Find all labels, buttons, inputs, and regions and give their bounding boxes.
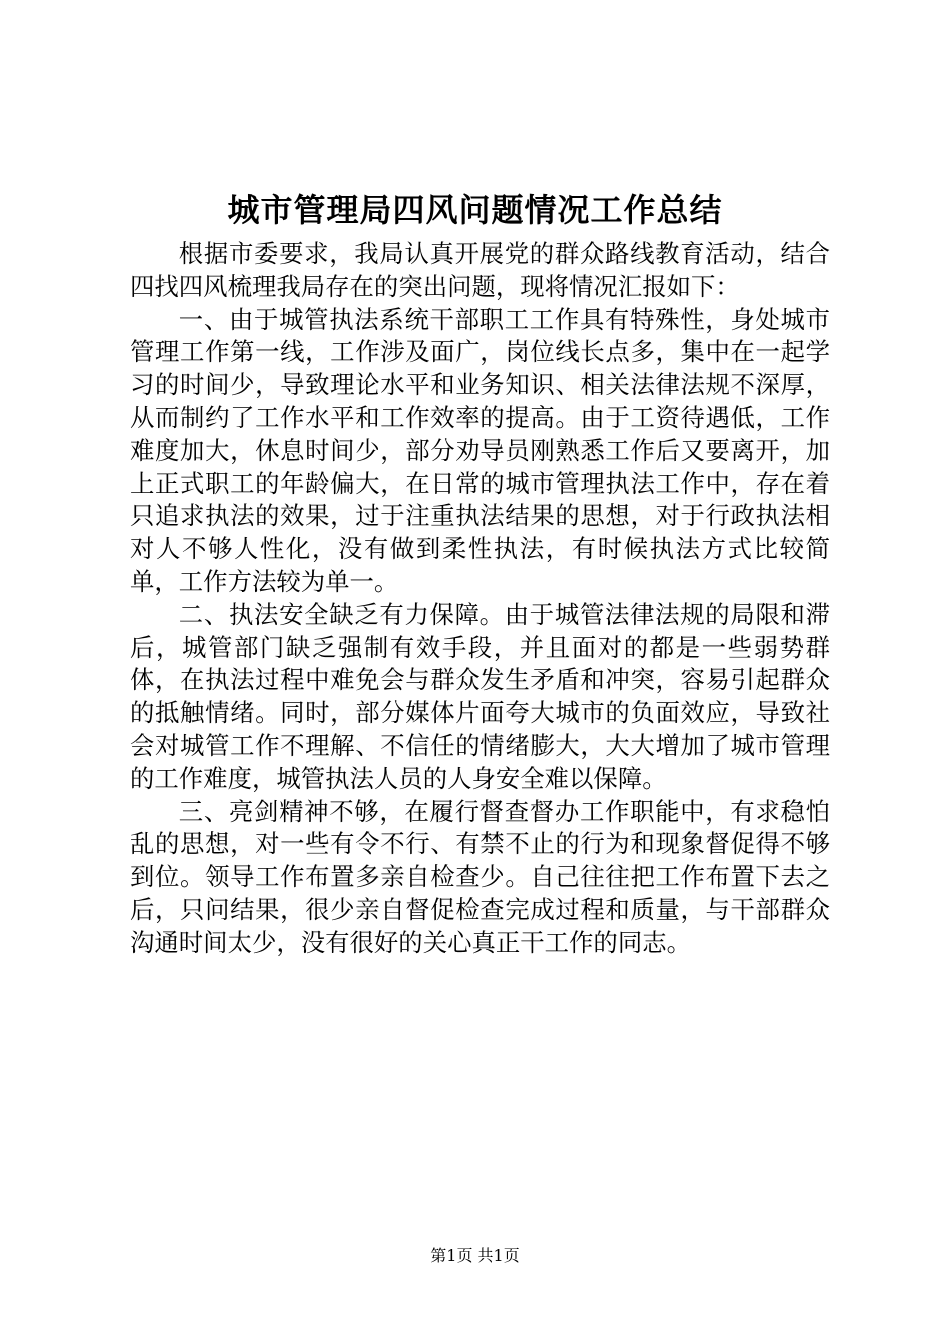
paragraph-issue-one: 一、由于城管执法系统干部职工工作具有特殊性，身处城市管理工作第一线，工作涉及面广，岗位线长点多，集中在一起学习的时间少，导致理论水平和业务知识、相关法律法规不深厚，从而制约了工作水平和工作效率的提高。由于工资待遇低，工作难度加大，休息时间少，部分劝导员刚熟悉工作后又要离开，加上正式职工的年龄偏大，在日常的城市管理执法工作中，存在着只追求执法的效果，过于注重执法结果的思想，对于行政执法相对人不够人性化，没有做到柔性执法，有时候执法方式比较简单，工作方法较为单一。 xyxy=(130,304,830,596)
paragraph-intro: 根据市委要求，我局认真开展党的群众路线教育活动，结合四找四风梳理我局存在的突出问题，现将情况汇报如下： xyxy=(130,239,830,301)
document-body xyxy=(130,238,830,960)
document-title: 城市管理局四风问题情况工作总结 xyxy=(227,191,723,229)
page-footer xyxy=(0,1244,950,1268)
paragraph-issue-two: 二、执法安全缺乏有力保障。由于城管法律法规的局限和滞后，城管部门缺乏强制有效手段，并且面对的都是一些弱势群体，在执法过程中难免会与群众发生矛盾和冲突，容易引起群众的抵触情绪。同时，部分媒体片面夸大城市的负面效应，导致社会对城管工作不理解、不信任的情绪膨大，大大增加了城市管理的工作难度，城管执法人员的人身安全难以保障。 xyxy=(130,599,830,793)
page-indicator: 第1页 共1页 xyxy=(430,1246,520,1265)
paragraph-issue-three: 三、亮剑精神不够，在履行督查督办工作职能中，有求稳怕乱的思想，对一些有令不行、有禁不止的行为和现象督促得不够到位。领导工作布置多亲自检查少。自己往往把工作布置下去之后，只问结果，很少亲自督促检查完成过程和质量，与干部群众沟通时间太少，没有很好的关心真正干工作的同志。 xyxy=(130,796,830,957)
